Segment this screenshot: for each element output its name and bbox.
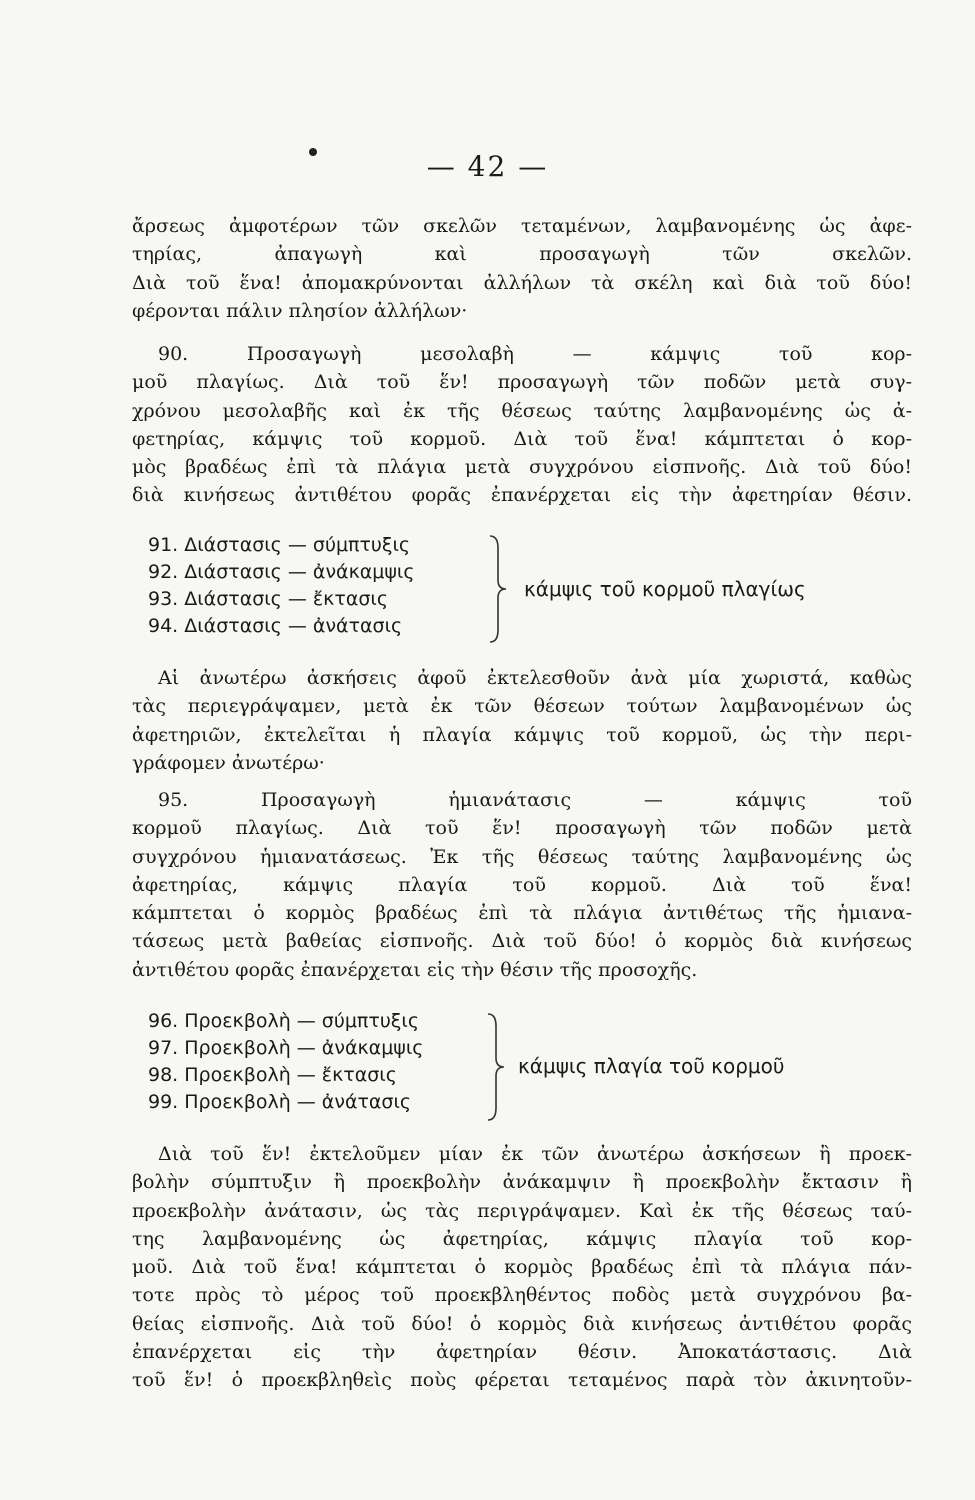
paragraph-1 (132, 212, 912, 325)
text-line: χρόνου μεσολαβῆς καὶ ἐκ τῆς θέσεως ταύτης λαμβανομένης ὡς ἀ- (132, 399, 912, 422)
list-item: 98. Προεκβολὴ — ἔκτασις (148, 1064, 397, 1086)
text-line: ἐπανέρχεται εἰς τὴν ἀφετηρίαν θέσιν. Ἀποκατάστασις. Διὰ (132, 1341, 912, 1364)
text-line: θείας εἰσπνοῆς. Διὰ τοῦ δύο! ὁ κορμὸς διὰ κινήσεως ἀντιθέτου φορᾶς (132, 1312, 912, 1335)
list-item: 96. Προεκβολὴ — σύμπτυξις (148, 1010, 419, 1032)
text-line: ἀντιθέτου φορᾶς ἐπανέρχεται εἰς τὴν θέσιν τῆς προσοχῆς. (132, 958, 698, 981)
paragraph-5 (132, 1140, 912, 1395)
text-line: γράφομεν ἀνωτέρω· (132, 751, 325, 774)
text-line: συγχρόνου ἡμιανατάσεως. Ἐκ τῆς θέσεως ταύτης λαμβανομένης ὡς (132, 845, 912, 868)
text-line: ἄρσεως ἀμφοτέρων τῶν σκελῶν τεταμένων, λαμβανομένης ὡς ἀφε- (132, 215, 912, 237)
text-line: φετηρίας, κάμψις τοῦ κορμοῦ. Διὰ τοῦ ἕνα! κάμπτεται ὁ κορ- (132, 427, 912, 450)
exercise-list-96-99 (148, 1008, 423, 1116)
text-line: μὸς βραδέως ἐπὶ τὰ πλάγια μετὰ συγχρόνου εἰσπνοῆς. Διὰ τοῦ δύο! (132, 456, 912, 479)
list-item: 91. Διάστασις — σύμπτυξις (148, 534, 411, 556)
exercise-95 (132, 786, 912, 984)
text-line: μοῦ. Διὰ τοῦ ἕνα! κάμπτεται ὁ κορμὸς βραδέως ἐπὶ τὰ πλάγια πάν- (132, 1256, 912, 1279)
list-item: 93. Διάστασις — ἔκτασις (148, 588, 388, 610)
exercise-heading: 90. Προσαγωγὴ μεσολαβὴ — κάμψις τοῦ κορ- (158, 343, 912, 365)
list-item: 92. Διάστασις — ἀνάκαμψις (148, 561, 415, 583)
exercise-90 (132, 340, 912, 510)
text-line: ἀφετηριῶν, ἐκτελεῖται ἡ πλαγία κάμψις τοῦ κορμοῦ, ὡς τὴν περι- (132, 723, 912, 746)
group-label-2: κάμψις πλαγία τοῦ κορμοῦ (518, 1054, 785, 1078)
text-line: Διὰ τοῦ ἕν! ἐκτελοῦμεν μίαν ἐκ τῶν ἀνωτέρω ἀσκήσεων ἢ προεκ- (158, 1143, 912, 1165)
exercise-heading: 95. Προσαγωγὴ ἡμιανάτασις — κάμψις τοῦ (158, 789, 912, 811)
group-label-1: κάμψις τοῦ κορμοῦ πλαγίως (524, 577, 806, 601)
text-line: τοῦ ἕν! ὁ προεκβληθεὶς ποὺς φέρεται τεταμένος παρὰ τὸν ἀκινητοῦν- (132, 1369, 912, 1392)
text-line: φέρονται πάλιν πλησίον ἀλλήλων· (132, 299, 468, 322)
text-line: της λαμβανομένης ὡς ἀφετηρίας, κάμψις πλαγία τοῦ κορ- (132, 1227, 912, 1250)
list-item: 97. Προεκβολὴ — ἀνάκαμψις (148, 1037, 424, 1059)
text-line: κάμπτεται ὁ κορμὸς βραδέως ἐπὶ τὰ πλάγια ἀντιθέτως τῆς ἡμιανα- (132, 902, 912, 925)
text-line: τοτε πρὸς τὸ μέρος τοῦ προεκβληθέντος ποδὸς μετὰ συγχρόνου βα- (132, 1284, 912, 1307)
text-line: Αἱ ἀνωτέρω ἀσκήσεις ἀφοῦ ἐκτελεσθοῦν ἀνὰ μία χωριστά, καθὼς (158, 667, 912, 689)
text-line: διὰ κινήσεως ἀντιθέτου φορᾶς ἐπανέρχεται εἰς τὴν ἀφετηρίαν θέσιν. (132, 484, 912, 507)
paragraph-3 (132, 664, 912, 777)
text-line: βολὴν σύμπτυξιν ἢ προεκβολὴν ἀνάκαμψιν ἢ προεκβολὴν ἔκτασιν ἢ (132, 1171, 912, 1194)
text-line: τάσεως μετὰ βαθείας εἰσπνοῆς. Διὰ τοῦ δύο! ὁ κορμὸς διὰ κινήσεως (132, 930, 912, 953)
text-line: προεκβολὴν ἀνάτασιν, ὡς τὰς περιγράψαμεν. Καὶ ἐκ τῆς θέσεως ταύ- (132, 1199, 912, 1222)
text-line: κορμοῦ πλαγίως. Διὰ τοῦ ἕν! προσαγωγὴ τῶν ποδῶν μετὰ (132, 817, 912, 840)
text-line: Διὰ τοῦ ἕνα! ἀπομακρύνονται ἀλλήλων τὰ σκέλη καὶ διὰ τοῦ δύο! (132, 271, 912, 294)
list-item: 94. Διάστασις — ἀνάτασις (148, 615, 403, 637)
page-number: — 42 — (426, 150, 549, 183)
exercise-list-91-94 (148, 532, 415, 640)
text-line: μοῦ πλαγίως. Διὰ τοῦ ἕν! προσαγωγὴ τῶν ποδῶν μετὰ συγ- (132, 371, 912, 394)
text-line: τὰς περιεγράψαμεν, μετὰ ἐκ τῶν θέσεων τούτων λαμβανομένων ὡς (132, 695, 912, 718)
text-line: τηρίας, ἀπαγωγὴ καὶ προσαγωγὴ τῶν σκελῶν. (132, 243, 912, 266)
brace-1 (486, 534, 510, 644)
list-item: 99. Προεκβολὴ — ἀνάτασις (148, 1091, 412, 1113)
text-line: ἀφετηρίας, κάμψις πλαγία τοῦ κορμοῦ. Διὰ τοῦ ἕνα! (132, 873, 912, 896)
brace-2 (484, 1012, 508, 1122)
